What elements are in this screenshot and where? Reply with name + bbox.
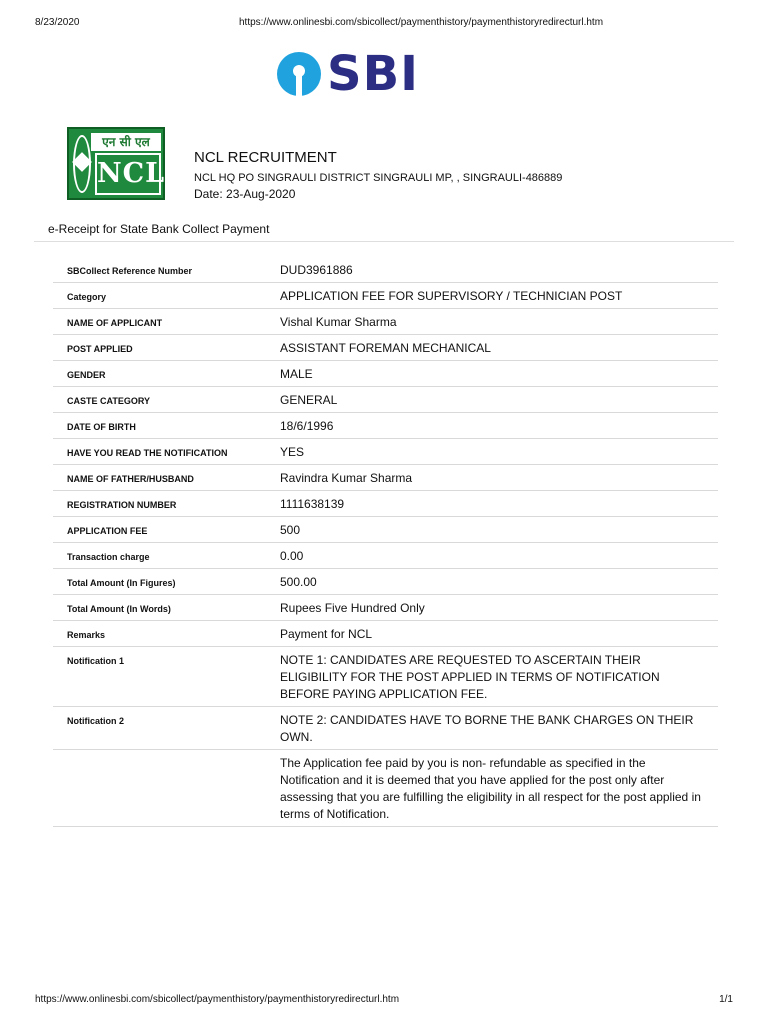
print-footer	[35, 994, 733, 1008]
row-label: Category	[53, 283, 268, 309]
row-label: HAVE YOU READ THE NOTIFICATION	[53, 439, 268, 465]
row-label: Total Amount (In Words)	[53, 595, 268, 621]
row-value: YES	[268, 439, 718, 465]
row-value: Vishal Kumar Sharma	[268, 309, 718, 335]
table-row	[53, 413, 718, 439]
row-label: DATE OF BIRTH	[53, 413, 268, 439]
table-row	[53, 465, 718, 491]
row-value: DUD3961886	[268, 257, 718, 283]
row-value: Ravindra Kumar Sharma	[268, 465, 718, 491]
table-row	[53, 361, 718, 387]
row-value: 500	[268, 517, 718, 543]
table-row	[53, 309, 718, 335]
row-label: APPLICATION FEE	[53, 517, 268, 543]
company-name: NCL RECRUITMENT	[194, 149, 337, 166]
table-row	[53, 491, 718, 517]
sbi-keyhole-icon	[277, 52, 321, 96]
page-number: 1/1	[719, 994, 733, 1005]
row-label: NAME OF APPLICANT	[53, 309, 268, 335]
print-date: 8/23/2020	[35, 17, 80, 28]
row-value: 18/6/1996	[268, 413, 718, 439]
sbi-logo	[277, 46, 427, 102]
table-row	[53, 517, 718, 543]
receipt-date: Date: 23-Aug-2020	[194, 187, 296, 201]
table-row	[53, 595, 718, 621]
row-value: NOTE 2: CANDIDATES HAVE TO BORNE THE BANK CHARGES ON THEIR OWN.	[268, 707, 718, 750]
receipt-title: e-Receipt for State Bank Collect Payment	[48, 222, 270, 236]
row-value: NOTE 1: CANDIDATES ARE REQUESTED TO ASCERTAIN THEIR ELIGIBILITY FOR THE POST APPLIED IN TERMS OF NOTIFICATION BEFORE PAYING APPLICATION FEE.	[268, 647, 718, 707]
table-row	[53, 335, 718, 361]
table-row	[53, 621, 718, 647]
table-row	[53, 543, 718, 569]
print-header	[35, 17, 733, 31]
title-divider	[34, 241, 734, 242]
row-label: Notification 1	[53, 647, 268, 707]
receipt-table	[53, 257, 718, 827]
row-label	[53, 750, 268, 827]
table-row	[53, 387, 718, 413]
table-row	[53, 750, 718, 827]
row-label: REGISTRATION NUMBER	[53, 491, 268, 517]
row-label: SBCollect Reference Number	[53, 257, 268, 283]
row-value: ASSISTANT FOREMAN MECHANICAL	[268, 335, 718, 361]
company-info	[194, 149, 562, 202]
ncl-logo	[67, 127, 165, 200]
table-row	[53, 439, 718, 465]
table-row	[53, 569, 718, 595]
print-url: https://www.onlinesbi.com/sbicollect/paymenthistory/paymenthistoryredirecturl.htm	[239, 17, 604, 28]
row-label: GENDER	[53, 361, 268, 387]
row-value: Rupees Five Hundred Only	[268, 595, 718, 621]
row-value: GENERAL	[268, 387, 718, 413]
table-row	[53, 257, 718, 283]
ncl-logo-letters: NCL	[95, 153, 161, 195]
row-value: The Application fee paid by you is non- refundable as specified in the Notification and it is deemed that you have applied for the post only after assessing that you are fulfilling the eligibility in all respect for the post applied in terms of Notification.	[268, 750, 718, 827]
row-label: POST APPLIED	[53, 335, 268, 361]
row-value: 500.00	[268, 569, 718, 595]
row-label: Remarks	[53, 621, 268, 647]
row-value: MALE	[268, 361, 718, 387]
row-label: CASTE CATEGORY	[53, 387, 268, 413]
row-label: Total Amount (In Figures)	[53, 569, 268, 595]
row-value: 1111638139	[268, 491, 718, 517]
table-row	[53, 707, 718, 750]
table-row	[53, 283, 718, 309]
row-value: Payment for NCL	[268, 621, 718, 647]
row-label: Transaction charge	[53, 543, 268, 569]
row-label: Notification 2	[53, 707, 268, 750]
row-value: APPLICATION FEE FOR SUPERVISORY / TECHNICIAN POST	[268, 283, 718, 309]
footer-url: https://www.onlinesbi.com/sbicollect/paymenthistory/paymenthistoryredirecturl.htm	[35, 994, 400, 1005]
sbi-logo-text: SBI	[327, 46, 420, 102]
table-row	[53, 647, 718, 707]
row-value: 0.00	[268, 543, 718, 569]
ncl-logo-hindi-text: एन सी एल	[91, 133, 161, 151]
company-address: NCL HQ PO SINGRAULI DISTRICT SINGRAULI MP, , SINGRAULI-486889	[194, 172, 563, 184]
row-label: NAME OF FATHER/HUSBAND	[53, 465, 268, 491]
